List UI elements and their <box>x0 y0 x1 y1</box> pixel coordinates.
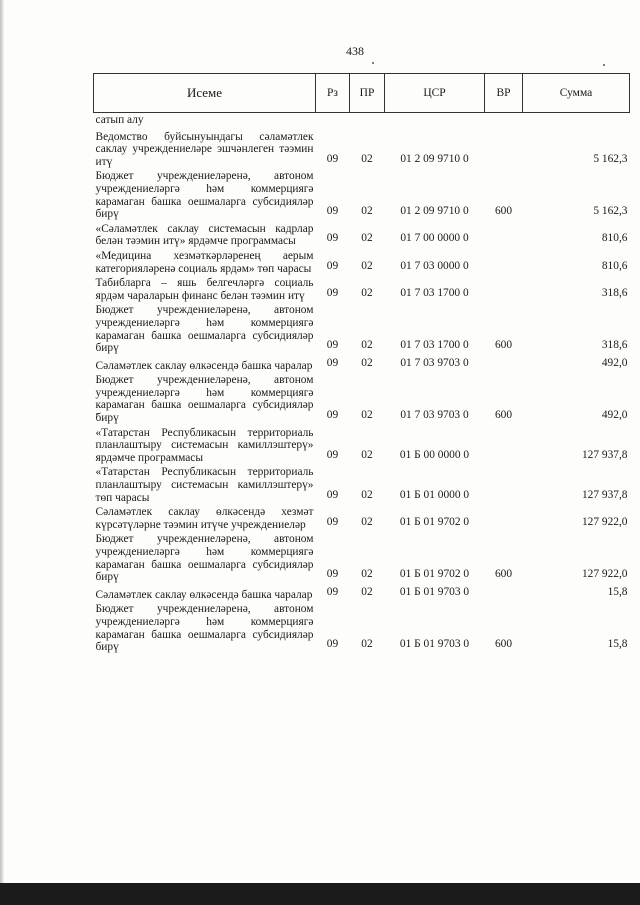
page-number: 438 <box>346 44 364 58</box>
row-name-cell: «Сәламәтлек саклау системасын кадрлар белән тәэмин итү» ярдәмче программасы <box>95 222 314 248</box>
row-pr-cell: 02 <box>361 515 373 528</box>
row-vr-cell: 600 <box>494 205 513 218</box>
header-pr: ПР <box>350 74 385 113</box>
row-name-cell: «Татарстан Республикасын территориаль планлаштыру системасын камиллэштерү» төп чарасы <box>95 466 314 504</box>
row-vr-cell <box>485 425 523 465</box>
row-vr-cell: 600 <box>494 638 513 651</box>
row-name-cell: «Татарстан Республикасын территориаль планлаштыру системасын камиллэштерү» ярдәмче программасы <box>95 426 314 464</box>
row-name-cell: Бюджет учреждениеләренә, автоном учреждениеләргә һәм коммерциягә карамаган башка оешмаларга субсидияләр бирү <box>95 374 314 425</box>
row-name-cell: «Медицина хезмәткәрләренең аерым категорияләренә социаль ярдәм» төп чарасы <box>95 249 314 275</box>
row-name-cell: Табибларга – яшь белгечләргә социаль ярдәм чараларын финанс белән тәэмин итү <box>95 277 314 302</box>
row-vr-cell <box>485 584 523 602</box>
table-row <box>94 355 630 373</box>
row-pr-cell: 02 <box>361 286 373 299</box>
scan-speck <box>372 62 374 64</box>
table-row <box>94 302 630 354</box>
row-pr-cell: 02 <box>361 259 373 272</box>
row-csr-cell: 01 2 09 9710 0 <box>400 205 469 218</box>
row-rz-cell: 09 <box>326 488 339 501</box>
row-sum-cell: 318,6 <box>601 286 628 299</box>
table-row <box>94 372 630 424</box>
row-csr-cell: 01 Б 01 9703 0 <box>399 585 470 598</box>
row-rz-cell: 09 <box>326 286 339 299</box>
row-csr-cell: 01 7 03 9703 0 <box>400 409 469 422</box>
row-rz-cell: 09 <box>326 205 339 218</box>
scan-left-edge <box>0 0 4 905</box>
row-sum-cell: 492,0 <box>601 409 628 422</box>
row-pr-cell: 02 <box>361 232 373 245</box>
row-rz-cell: 09 <box>326 515 339 528</box>
header-rz: Рз <box>316 74 350 113</box>
row-vr-cell: 600 <box>494 568 513 581</box>
table-lead-row <box>94 113 630 129</box>
table-row <box>94 584 630 602</box>
row-vr-cell: 600 <box>494 339 513 352</box>
row-pr-cell: 02 <box>361 568 373 581</box>
row-pr-cell: 02 <box>361 339 373 352</box>
row-sum-cell: 127 937,8 <box>581 488 628 501</box>
row-csr-cell: 01 7 00 0000 0 <box>400 232 469 245</box>
row-vr-cell <box>485 129 523 169</box>
table-row <box>94 221 630 248</box>
row-pr-cell: 02 <box>361 448 373 461</box>
row-sum-cell: 810,6 <box>601 232 628 245</box>
header-csr: ЦСР <box>385 74 485 113</box>
row-sum-cell: 15,8 <box>607 638 628 651</box>
row-sum-cell: 810,6 <box>601 259 628 272</box>
row-vr-cell: 600 <box>494 409 513 422</box>
header-vr: ВР <box>485 74 523 113</box>
row-sum-cell: 492,0 <box>601 356 628 369</box>
row-pr-cell: 02 <box>361 585 373 598</box>
table-row <box>94 601 630 653</box>
table-header-row <box>94 74 630 113</box>
row-pr-cell: 02 <box>361 152 373 165</box>
row-rz-cell: 09 <box>326 409 339 422</box>
table-row <box>94 425 630 465</box>
row-csr-cell: 01 Б 00 0000 0 <box>399 448 470 461</box>
table-row <box>94 275 630 302</box>
row-pr-cell: 02 <box>361 488 373 501</box>
row-name-cell: Бюджет учреждениеләренә, автоном учреждениеләргә һәм коммерциягә карамаган башка оешмаларга субсидияләр бирү <box>95 304 314 355</box>
row-rz-cell: 09 <box>326 638 339 651</box>
row-csr-cell: 01 Б 01 9702 0 <box>399 568 470 581</box>
header-sum: Сумма <box>523 74 630 113</box>
table-row <box>94 168 630 220</box>
row-vr-cell <box>485 464 523 504</box>
row-csr-cell: 01 7 03 9703 0 <box>400 356 469 369</box>
budget-table <box>93 73 630 654</box>
row-vr-cell <box>485 221 523 248</box>
row-csr-cell: 01 Б 01 9703 0 <box>399 638 470 651</box>
table-row <box>94 504 630 531</box>
row-csr-cell: 01 7 03 0000 0 <box>400 259 469 272</box>
row-rz-cell: 09 <box>326 448 339 461</box>
lead-text: сатып алу <box>95 114 144 126</box>
table-row <box>94 248 630 275</box>
table-row <box>94 531 630 583</box>
row-pr-cell: 02 <box>361 638 373 651</box>
row-csr-cell: 01 7 03 1700 0 <box>400 339 469 352</box>
row-rz-cell: 09 <box>326 232 339 245</box>
row-sum-cell: 318,6 <box>601 339 628 352</box>
row-rz-cell: 09 <box>326 356 339 369</box>
table-row <box>94 464 630 504</box>
row-rz-cell: 09 <box>326 339 339 352</box>
scan-bottom-edge <box>0 883 640 905</box>
row-name-cell: Ведомство буйсынуындагы сәламәтлек саклау учреждениеләре эшчәнлеген тәэмин итү <box>95 130 314 168</box>
row-csr-cell: 01 2 09 9710 0 <box>400 152 469 165</box>
row-vr-cell <box>485 275 523 302</box>
row-name-cell: Бюджет учреждениеләренә, автоном учреждениеләргә һәм коммерциягә карамаган башка оешмаларга субсидияләр бирү <box>95 170 314 221</box>
row-name-cell: Сәламәтлек саклау өлкәсендә башка чаралар <box>95 359 313 372</box>
table-row <box>94 129 630 169</box>
scan-speck <box>603 64 605 66</box>
header-name: Исеме <box>94 74 316 113</box>
row-name-cell: Бюджет учреждениеләренә, автоном учреждениеләргә һәм коммерциягә карамаган башка оешмаларга субсидияләр бирү <box>95 533 314 584</box>
row-name-cell: Сәламәтлек саклау өлкәсендә башка чаралар <box>95 588 313 601</box>
row-vr-cell <box>485 248 523 275</box>
row-vr-cell <box>485 355 523 373</box>
row-name-cell: Бюджет учреждениеләренә, автоном учреждениеләргә һәм коммерциягә карамаган башка оешмаларга субсидияләр бирү <box>95 603 314 654</box>
row-sum-cell: 5 162,3 <box>593 152 628 165</box>
row-sum-cell: 127 922,0 <box>581 515 628 528</box>
row-rz-cell: 09 <box>326 152 339 165</box>
row-pr-cell: 02 <box>361 205 373 218</box>
row-csr-cell: 01 Б 01 9702 0 <box>399 515 470 528</box>
row-rz-cell: 09 <box>326 259 339 272</box>
row-vr-cell <box>485 504 523 531</box>
row-sum-cell: 5 162,3 <box>593 205 628 218</box>
row-name-cell: Сәламәтлек саклау өлкәсендә хезмәт күрсәтүләрне тәэмин итүче учреждениеләр <box>95 506 314 531</box>
row-pr-cell: 02 <box>361 356 373 369</box>
row-csr-cell: 01 Б 01 0000 0 <box>399 488 470 501</box>
row-sum-cell: 127 922,0 <box>581 568 628 581</box>
row-sum-cell: 15,8 <box>607 585 628 598</box>
row-csr-cell: 01 7 03 1700 0 <box>400 286 469 299</box>
row-rz-cell: 09 <box>326 568 339 581</box>
row-rz-cell: 09 <box>326 585 339 598</box>
row-pr-cell: 02 <box>361 409 373 422</box>
row-sum-cell: 127 937,8 <box>581 448 628 461</box>
